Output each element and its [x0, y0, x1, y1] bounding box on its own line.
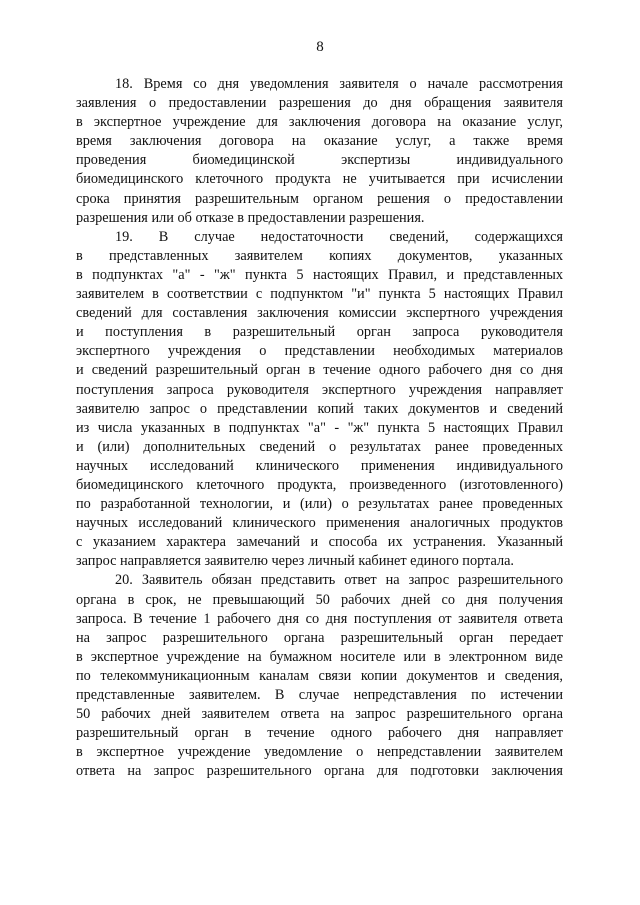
text-line: время заключения договора на оказание услуг, а также время [76, 133, 563, 150]
text-line: органа в срок, не превышающий 50 рабочих дней со дня получения [76, 591, 563, 608]
text-line: разрешения или об отказе в предоставлении разрешения. [76, 209, 425, 226]
text-line: научных исследований клинического применения аналогичных продуктов [76, 515, 563, 532]
text-line: 19. В случае недостаточности сведений, содержащихся [115, 228, 563, 245]
text-line: 50 рабочих дней заявителем ответа на запрос разрешительного органа [76, 706, 563, 723]
page-number: 8 [316, 39, 324, 55]
text-line: заявителем в соответствии с подпунктом "и" пункта 5 настоящих Правил [76, 286, 563, 303]
text-line: запрос направляется заявителю через личный кабинет единого портала. [76, 553, 514, 570]
text-line: в представленных заявителем копиях документов, указанных [76, 247, 563, 264]
text-line: представленные заявителем. В случае непредставления по истечении [76, 687, 563, 703]
text-line: по разработанной технологии, и (или) о результатах ранее проведенных [76, 496, 563, 513]
text-line: 18. Время со дня уведомления заявителя о начале рассмотрения [115, 76, 563, 92]
text-line: в экспертное учреждение для заключения договора на оказание услуг, [76, 114, 563, 131]
paragraph-20 [76, 571, 563, 781]
text-line: биомедицинского клеточного продукта не учитывается при исчислении [76, 171, 563, 188]
text-line: и поступления в разрешительный орган запроса руководителя [76, 324, 563, 341]
text-line: 20. Заявитель обязан представить ответ на запрос разрешительного [115, 572, 563, 589]
text-line: и сведений разрешительный орган в течение одного рабочего дня со дня [76, 362, 563, 379]
text-line: в экспертное учреждение уведомление о непредставлении заявителем [76, 744, 563, 761]
text-line: разрешительный орган в течение одного рабочего дня направляет [76, 725, 563, 742]
text-line: научных исследований клинического применения индивидуального [76, 457, 563, 474]
text-line: и (или) дополнительных сведений о результатах ранее проведенных [76, 438, 563, 455]
text-line: с указанием характера замечаний и способа их устранения. Указанный [76, 534, 563, 551]
text-line: в подпунктах "а" - "ж" пункта 5 настоящих Правил, и представленных [76, 266, 563, 283]
text-line: из числа указанных в подпунктах "а" - "ж" пункта 5 настоящих Правил [76, 419, 563, 436]
text-line: на запрос разрешительного органа разрешительный орган передает [76, 629, 563, 646]
paragraph-18 [76, 75, 563, 228]
text-line: заявления о предоставлении разрешения до дня обращения заявителя [76, 95, 563, 112]
paragraph-19 [76, 228, 563, 572]
text-line: проведения биомедицинской экспертизы индивидуального [76, 152, 563, 169]
document-body [76, 75, 563, 781]
text-line: экспертного учреждения о представлении необходимых материалов [76, 343, 563, 360]
text-line: ответа на запрос разрешительного органа для подготовки заключения [76, 763, 563, 780]
text-line: запроса. В течение 1 рабочего дня со дня поступления от заявителя ответа [76, 610, 563, 627]
text-line: заявителю запрос о представлении копий таких документов и сведений [76, 400, 563, 417]
text-line: в экспертное учреждение на бумажном носителе или в электронном виде [76, 648, 563, 665]
text-line: поступления запроса руководителя экспертного учреждения направляет [76, 381, 563, 398]
text-line: по телекоммуникационным каналам связи копии документов и сведения, [76, 667, 563, 684]
text-line: сведений для составления заключения комиссии экспертного учреждения [76, 305, 563, 322]
text-line: биомедицинского клеточного продукта, произведенного (изготовленного) [76, 476, 563, 493]
text-line: срока принятия разрешительным органом решения о предоставлении [76, 190, 563, 207]
